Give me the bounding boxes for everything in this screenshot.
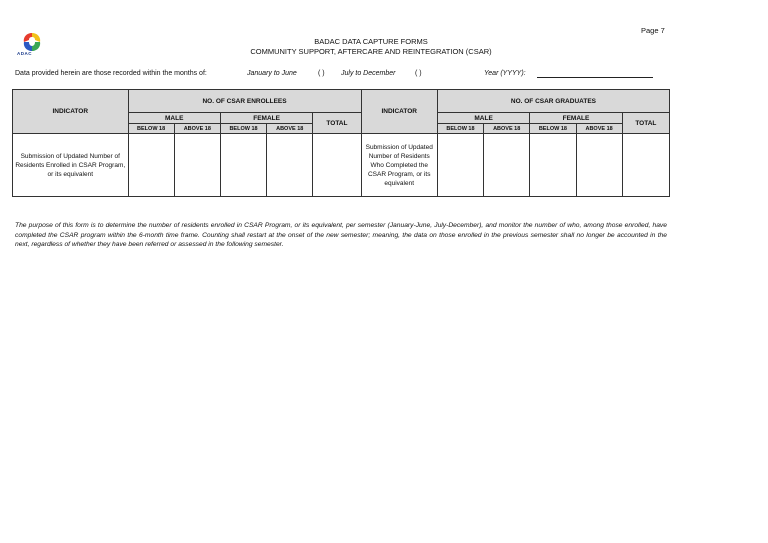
indicator-completed: Submission of Updated Number of Residents Who Completed the CSAR Program, or its equivalent <box>361 134 437 197</box>
enrollees-total-header: TOTAL <box>313 113 361 134</box>
enrollees-male-header: MALE <box>128 113 220 124</box>
period-jul-dec-checkbox[interactable]: ( ) <box>415 70 422 77</box>
enrollees-male-above-18: ABOVE 18 <box>174 124 220 134</box>
enrollees-header: NO. OF CSAR ENROLLEES <box>128 90 361 113</box>
graduates-male-header: MALE <box>437 113 529 124</box>
input-cell[interactable] <box>437 134 483 197</box>
logo-text: ADAC <box>17 51 32 56</box>
graduates-female-header: FEMALE <box>530 113 622 124</box>
input-cell[interactable] <box>576 134 622 197</box>
indicator-enrolled: Submission of Updated Number of Residents Enrolled in CSAR Program, or its equivalent <box>13 134 129 197</box>
graduates-female-below-18: BELOW 18 <box>530 124 576 134</box>
graduates-header: NO. OF CSAR GRADUATES <box>437 90 669 113</box>
input-cell[interactable] <box>622 134 669 197</box>
form-title: BADAC DATA CAPTURE FORMS <box>314 37 428 46</box>
indicator-header-2: INDICATOR <box>361 90 437 134</box>
period-label: Data provided herein are those recorded within the months of: <box>15 70 207 77</box>
input-cell[interactable] <box>128 134 174 197</box>
form-purpose-note: The purpose of this form is to determine the number of residents enrolled in CSAR Program, or its equivalent, per semester (January-June, July-December), and monitor the number of who, among those enrolled, have completed the CSAR program within the 6-month time frame. Counting shall restart at the onset of the new semester; meaning, the data on those enrolled in the previous semester shall no longer be accounted in the next, regardless of whether they have been referred or assessed in the following semester. <box>15 222 667 248</box>
graduates-total-header: TOTAL <box>622 113 669 134</box>
form-subtitle: COMMUNITY SUPPORT, AFTERCARE AND REINTEGRATION (CSAR) <box>250 47 492 56</box>
indicator-header: INDICATOR <box>13 90 129 134</box>
input-cell[interactable] <box>313 134 361 197</box>
table-row <box>13 134 670 197</box>
period-jul-dec: July to December <box>341 70 396 77</box>
input-cell[interactable] <box>484 134 530 197</box>
year-input-line[interactable] <box>537 77 653 78</box>
csar-table <box>12 89 670 197</box>
page-number: Page 7 <box>641 26 665 35</box>
input-cell[interactable] <box>174 134 220 197</box>
graduates-male-below-18: BELOW 18 <box>437 124 483 134</box>
input-cell[interactable] <box>530 134 576 197</box>
period-jan-june: January to June <box>247 70 297 77</box>
graduates-male-above-18: ABOVE 18 <box>484 124 530 134</box>
input-cell[interactable] <box>220 134 266 197</box>
enrollees-female-header: FEMALE <box>220 113 312 124</box>
year-label: Year (YYYY): <box>484 70 526 77</box>
graduates-female-above-18: ABOVE 18 <box>576 124 622 134</box>
enrollees-male-below-18: BELOW 18 <box>128 124 174 134</box>
enrollees-female-below-18: BELOW 18 <box>220 124 266 134</box>
period-jan-june-checkbox[interactable]: ( ) <box>318 70 325 77</box>
enrollees-female-above-18: ABOVE 18 <box>267 124 313 134</box>
input-cell[interactable] <box>267 134 313 197</box>
